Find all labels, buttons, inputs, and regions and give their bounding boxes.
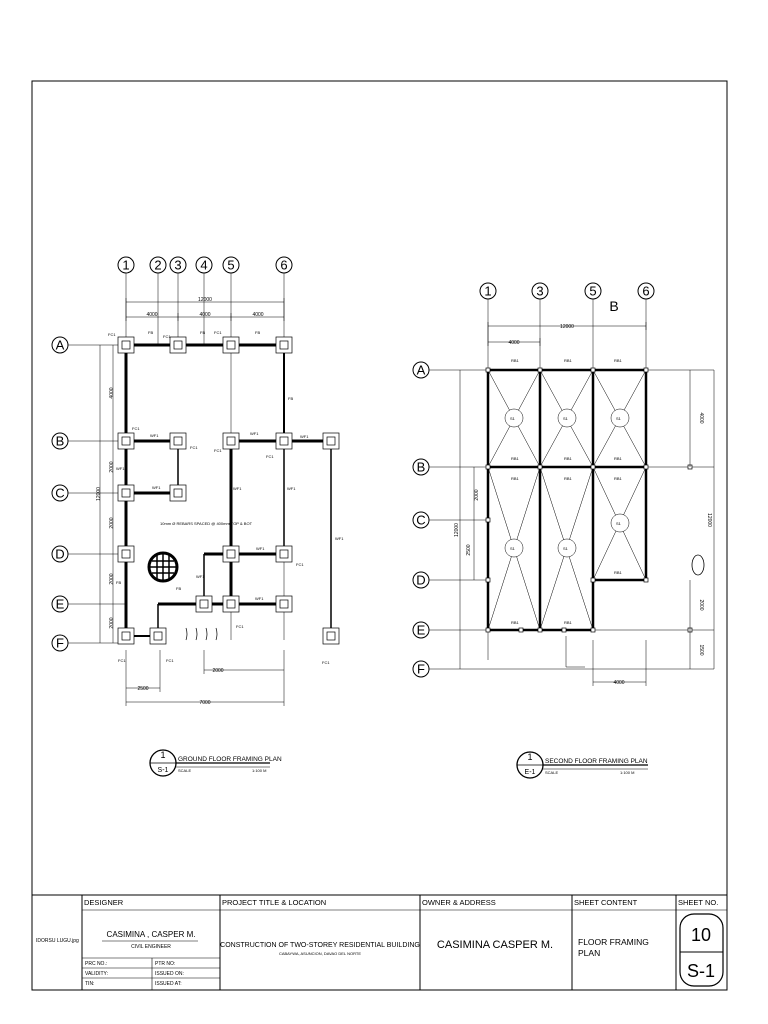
ground-col-1: 1 [122,257,130,273]
ground-dim-left-2: 2000 [109,461,115,473]
label-s1: S1 [563,546,568,551]
label-fb: FB [200,330,206,335]
ground-dim-left-total: 12000 [96,487,102,501]
ground-dim-2000: 2000 [212,668,224,674]
file-name: IDORSU LUGU.jpg [36,938,79,944]
second-col-3: 3 [536,283,544,299]
prc-label: PRC NO.: [85,961,108,967]
second-columns [486,368,692,632]
label-rb1: RB1 [614,358,622,363]
second-dim-right-2000: 2000 [698,599,704,611]
sheet-border [32,81,727,990]
ground-dim-top-3: 4000 [252,312,264,318]
second-dim-left-total: 12000 [454,523,460,537]
tin-label: TIN: [85,981,95,987]
label-wf1: WF1 [150,433,159,438]
owner-header: OWNER & ADDRESS [422,898,496,907]
label-rb1: RB1 [614,570,622,575]
title-block [32,895,727,990]
second-dim-left-2500: 2500 [466,544,472,556]
label-s1: S1 [616,521,621,526]
second-dim-left-2000: 2000 [474,489,480,501]
issued-at-label: ISSUED AT: [155,981,182,987]
second-title-scale-label: SCALE [545,770,559,775]
label-fb: FB [148,330,154,335]
label-fc1: FC1 [214,330,222,335]
label-fb: FB [176,586,182,591]
ground-dim-2500: 2500 [137,686,149,692]
label-fb: FB [255,330,261,335]
label-fc1: FC1 [190,445,198,450]
ground-row-d: D [55,546,65,562]
second-row-d: D [416,572,426,588]
ground-title-text: GROUND FLOOR FRAMING PLAN [178,756,282,763]
label-wf1: WF1 [256,546,265,551]
ground-member-labels [108,330,344,665]
ground-col-4: 4 [200,257,208,273]
label-fc1: FC1 [266,454,274,459]
designer-header: DESIGNER [84,898,124,907]
label-wf1: WF1 [255,596,264,601]
second-title-sheet: E-1 [524,769,536,776]
ground-stair-arcs [186,628,217,640]
second-dim-top-first: 4000 [508,340,520,346]
second-floor-plan [413,283,714,778]
second-row-a: A [416,362,426,378]
second-col-5: 5 [589,283,597,299]
ground-title-number: 1 [160,750,166,760]
second-row-b: B [416,459,426,475]
label-fc1: FC1 [296,562,304,567]
label-fc1: FC1 [322,660,330,665]
ground-dim-bottom-total: 7000 [199,700,211,706]
second-plan-title [517,752,648,778]
second-dim-total-top: 12000 [560,324,574,330]
label-rb1: RB1 [614,476,622,481]
ground-beams [126,345,331,636]
label-wf1: WF1 [116,466,125,471]
ground-footings [118,337,339,644]
second-dim-right-total: 12000 [706,513,712,527]
ground-dim-left-1: 4000 [109,387,115,399]
second-dim-right-top: 4000 [698,412,704,424]
ground-plan-title [150,750,282,776]
ground-dim-left-5: 2000 [109,617,115,629]
second-row-f: F [417,661,425,677]
second-row-c: C [416,512,426,528]
label-fb: FB [116,580,122,585]
second-col-1: 1 [484,283,492,299]
ground-floor-plan [52,257,344,776]
label-rb1: RB1 [614,456,622,461]
content-line2: PLAN [578,948,601,958]
label-fc1: FC1 [132,426,140,431]
label-rb1: RB1 [511,456,519,461]
ground-row-b: B [55,433,65,449]
label-wf1: WF1 [196,574,205,579]
label-fc1: FC1 [163,334,171,339]
label-fc1: FC1 [118,658,126,663]
label-rb1: RB1 [511,476,519,481]
ground-bottom-dimensions [126,650,284,706]
ptr-label: PTR NO: [155,961,176,967]
ground-title-scale: 1:100 M [252,768,267,773]
second-beam-labels [510,358,623,625]
ground-row-a: A [55,337,65,353]
content-line1: FLOOR FRAMING [578,937,649,947]
ground-dim-total-top: 12000 [198,297,212,303]
label-s1: S1 [563,416,568,421]
label-wf1: WF1 [287,486,296,491]
label-rb1: RB1 [564,476,572,481]
label-wf1: WF1 [233,486,242,491]
project-location: CABAYWA, ASUNCION, DAVAO DEL NORTE [278,951,362,956]
label-fc1: FC1 [236,624,244,629]
sheet-number: 10 [690,925,712,945]
ground-row-c: C [55,485,65,501]
label-wf1: WF1 [152,485,161,490]
ground-dim-top-1: 4000 [146,312,158,318]
second-col-6: 6 [642,283,650,299]
label-rb1: RB1 [564,358,572,363]
second-row-e: E [416,622,426,638]
ground-grid-rows [52,337,126,651]
label-s1: S1 [510,546,515,551]
ground-title-sheet: S-1 [157,767,169,774]
designer-role: CIVIL ENGINEER [131,944,171,950]
label-fc1: FC1 [166,658,174,663]
ground-col-3: 3 [174,257,182,273]
validity-label: VALIDITY: [85,971,108,977]
label-s1: S1 [616,416,621,421]
second-title-number: 1 [527,752,533,762]
label-fb: FB [288,396,294,401]
second-bottom-dimensions [566,636,646,686]
label-fc1: FC1 [214,448,222,453]
second-dim-bottom-4000: 4000 [613,680,625,686]
project-title: CONSTRUCTION OF TWO-STOREY RESIDENTIAL BUILDING [220,942,420,949]
ground-title-scale-label: SCALE [178,768,192,773]
ground-slab-note: 10mm Ø REBARS SPACED @ 400mm TOP & BOT [160,521,253,526]
ground-dim-left-3: 2000 [109,517,115,529]
ground-dim-left-4: 2000 [109,573,115,585]
sheet-code: S-1 [686,961,716,981]
label-fc1: FC1 [108,332,116,337]
label-rb1: RB1 [511,620,519,625]
designer-name: CASIMINA , CASPER M. [106,930,196,939]
ground-row-f: F [56,635,64,651]
label-wf1: WF1 [250,431,259,436]
label-rb1: RB1 [564,456,572,461]
ground-stair-symbol [149,553,177,581]
second-extra-label: B [609,298,619,314]
second-slab-panels [488,370,646,630]
label-s1: S1 [510,416,515,421]
ground-row-e: E [55,596,65,612]
ground-col-2: 2 [154,257,162,273]
content-header: SHEET CONTENT [574,898,638,907]
label-wf1: WF1 [300,434,309,439]
issued-on-label: ISSUED ON: [155,971,184,977]
second-title-scale: 1:100 M [620,770,635,775]
label-wf1: WF1 [335,536,344,541]
second-dim-right-1500: 1500 [698,644,704,656]
owner-name: CASIMINA CASPER M. [436,939,554,951]
second-title-text: SECOND FLOOR FRAMING PLAN [545,758,648,765]
project-header: PROJECT TITLE & LOCATION [222,898,327,907]
label-rb1: RB1 [564,620,572,625]
second-grid-columns [480,283,654,660]
second-left-dimensions [460,370,474,669]
ground-col-5: 5 [227,257,235,273]
ground-col-6: 6 [280,257,288,273]
ground-dim-top-2: 4000 [199,312,211,318]
label-rb1: RB1 [511,358,519,363]
sheetno-header: SHEET NO. [678,898,719,907]
